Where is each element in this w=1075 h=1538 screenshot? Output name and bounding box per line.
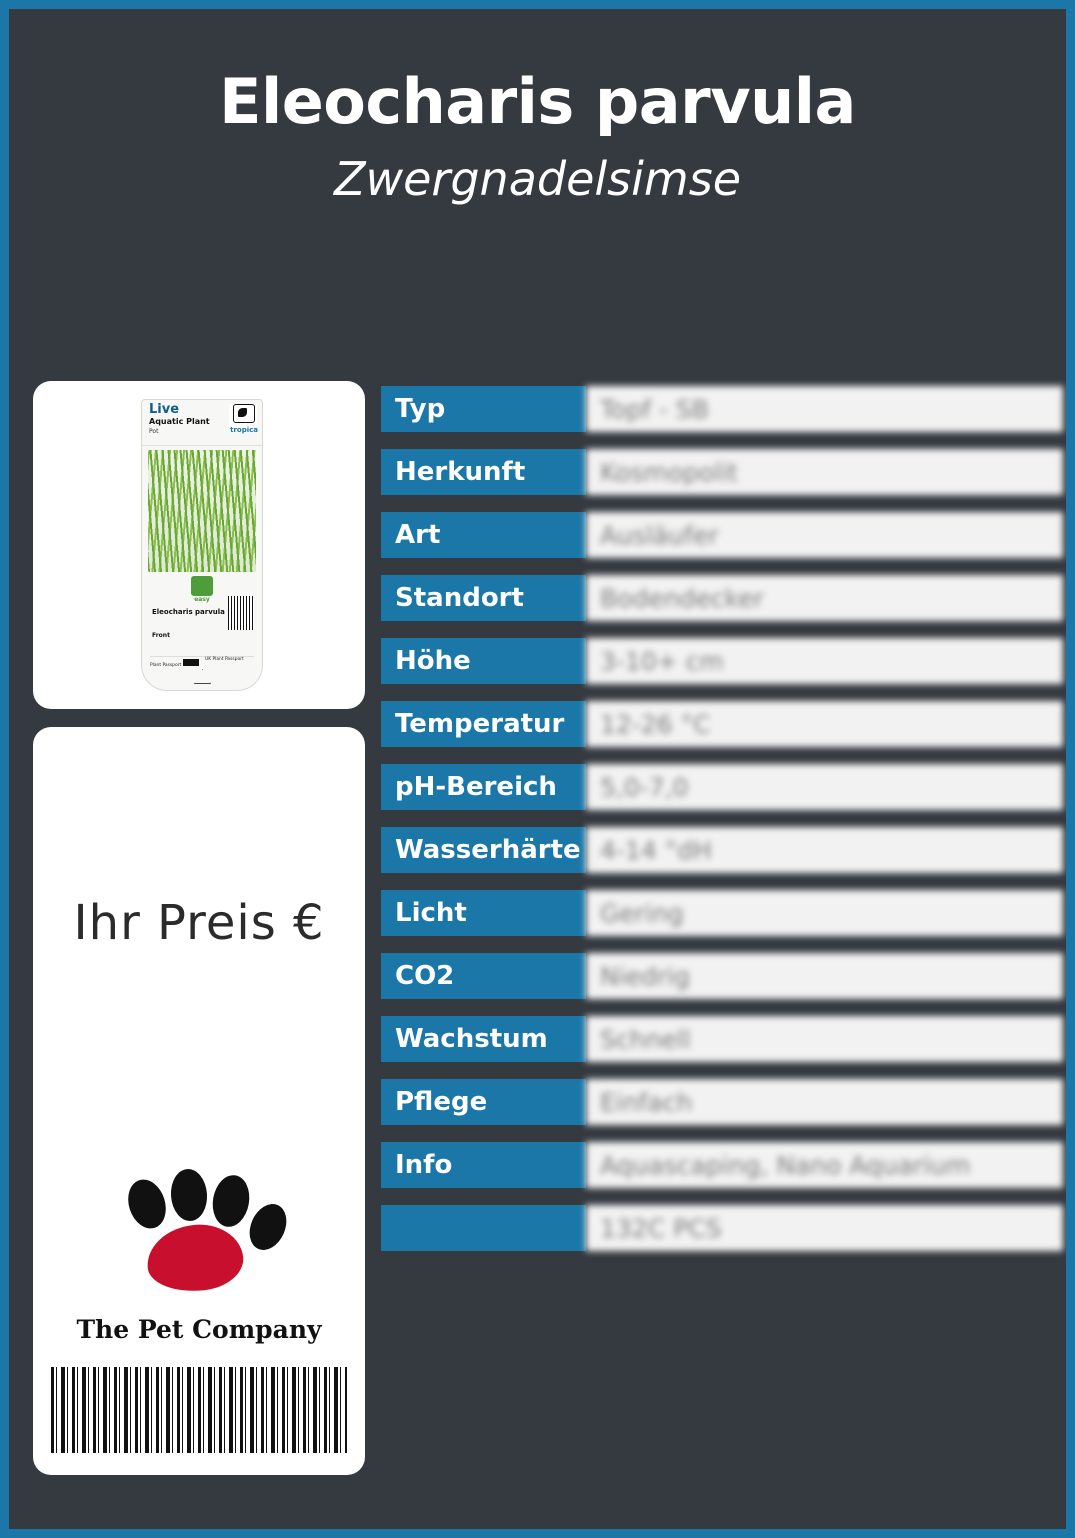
spec-value: Topf - SB xyxy=(586,386,1063,432)
spec-value: Aquascaping, Nano Aquarium xyxy=(586,1142,1063,1188)
table-row xyxy=(381,1016,1063,1062)
spec-label: Wachstum xyxy=(381,1016,586,1062)
table-row xyxy=(381,386,1063,432)
spec-value: Kosmopolit xyxy=(586,449,1063,495)
price-card xyxy=(33,727,365,1475)
spec-value: Niedrig xyxy=(586,953,1063,999)
plant-passport-right xyxy=(205,657,254,689)
paw-toe-icon xyxy=(122,1175,172,1234)
paw-pad-icon xyxy=(144,1220,246,1296)
plant-passport-left-title: Plant Passport xyxy=(150,663,182,668)
easy-badge-label: easy xyxy=(194,596,210,603)
package-plant-name: Eleocharis parvula xyxy=(152,608,225,616)
product-package-image xyxy=(141,399,263,691)
left-column xyxy=(33,381,365,1475)
table-row xyxy=(381,449,1063,495)
price-label: Ihr Preis € xyxy=(73,895,325,951)
spec-value: 12-26 °C xyxy=(586,701,1063,747)
product-image-card xyxy=(33,381,365,709)
spec-label: Temperatur xyxy=(381,701,586,747)
page-subtitle: Zwergnadelsimse xyxy=(334,152,741,207)
spec-value: 3-10+ cm xyxy=(586,638,1063,684)
spec-label: Herkunft xyxy=(381,449,586,495)
table-row xyxy=(381,890,1063,936)
table-row xyxy=(381,512,1063,558)
package-pot-label: Pot xyxy=(149,428,159,435)
table-row xyxy=(381,1205,1063,1251)
package-brand-label: tropica xyxy=(230,426,258,434)
spec-label: Höhe xyxy=(381,638,586,684)
table-row xyxy=(381,1142,1063,1188)
page-title: Eleocharis parvula xyxy=(219,65,856,138)
spec-value: 4-14 °dH xyxy=(586,827,1063,873)
spec-label: pH-Bereich xyxy=(381,764,586,810)
table-row xyxy=(381,1079,1063,1125)
spec-value: Einfach xyxy=(586,1079,1063,1125)
plant-photo xyxy=(148,450,256,572)
table-row xyxy=(381,701,1063,747)
spec-label: CO2 xyxy=(381,953,586,999)
table-row xyxy=(381,764,1063,810)
spec-label xyxy=(381,1205,586,1251)
paw-toe-icon xyxy=(243,1198,294,1256)
easy-badge-icon xyxy=(186,576,218,604)
spec-label: Licht xyxy=(381,890,586,936)
table-row xyxy=(381,575,1063,621)
spec-label: Typ xyxy=(381,386,586,432)
package-front-label: Front xyxy=(152,632,170,639)
paw-toe-icon xyxy=(209,1172,253,1229)
spec-value: Bodendecker xyxy=(586,575,1063,621)
spec-label: Standort xyxy=(381,575,586,621)
plant-passport-left xyxy=(150,657,199,689)
spec-value: Gering xyxy=(586,890,1063,936)
spec-label: Info xyxy=(381,1142,586,1188)
paw-toe-icon xyxy=(169,1168,209,1222)
plant-passport-left-barcode-icon xyxy=(183,659,199,666)
spec-value: 5,0-7,0 xyxy=(586,764,1063,810)
plant-leaf-icon xyxy=(229,404,257,428)
spec-value: 132C PCS xyxy=(586,1205,1063,1251)
spec-label: Pflege xyxy=(381,1079,586,1125)
plant-passport-right-title: UK Plant Passport xyxy=(205,657,244,662)
package-barcode-icon xyxy=(228,596,254,630)
header xyxy=(9,65,1066,207)
specification-table xyxy=(381,386,1063,1268)
spec-label: Wasserhärte xyxy=(381,827,586,873)
barcode-image xyxy=(51,1367,347,1453)
spec-value: Schnell xyxy=(586,1016,1063,1062)
company-name: The Pet Company xyxy=(76,1315,322,1344)
spec-value: Ausläufer xyxy=(586,512,1063,558)
package-aquatic-plant-label: Aquatic Plant xyxy=(149,417,210,426)
table-row xyxy=(381,827,1063,873)
table-row xyxy=(381,953,1063,999)
table-row xyxy=(381,638,1063,684)
recycle-triangle-icon xyxy=(194,670,210,684)
package-header-strip xyxy=(142,400,262,446)
spec-label: Art xyxy=(381,512,586,558)
package-live-label: Live xyxy=(149,402,180,417)
